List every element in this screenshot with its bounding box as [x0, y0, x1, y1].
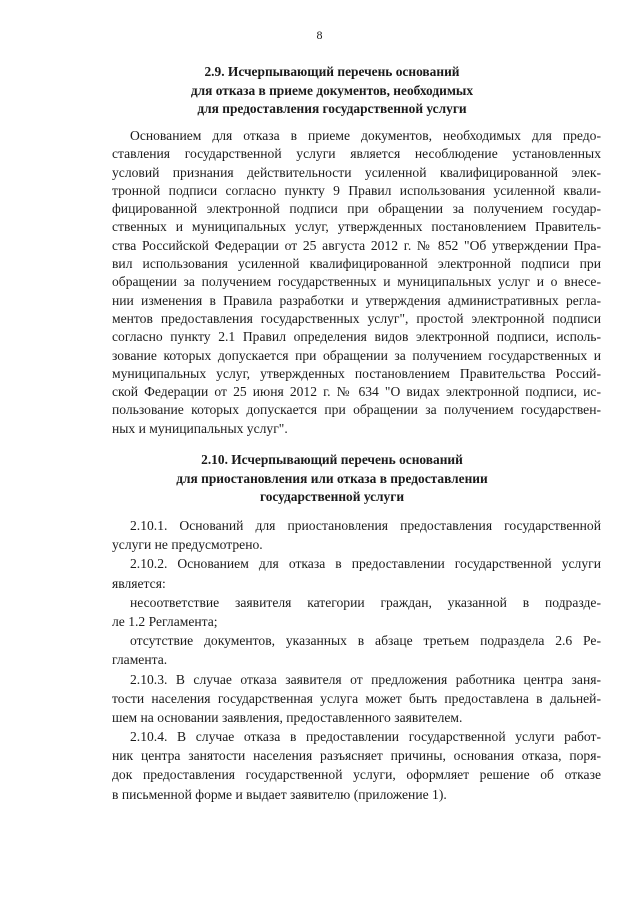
page-number: 8 — [316, 28, 323, 42]
heading-line: 2.9. Исчерпывающий перечень оснований — [204, 64, 460, 79]
paragraph-line: зование которых допускается при обращении за получением государственных и — [112, 347, 601, 363]
paragraph-line: является: — [112, 575, 166, 591]
paragraph-line: тронной подписи согласно пункту 9 Правил использования усиленной квали- — [112, 182, 601, 198]
paragraph-line: обращении за получением государственных и муниципальных услуг и о внесе- — [112, 274, 601, 290]
section-2-9-paragraph — [112, 127, 601, 438]
heading-line: государственной услуги — [259, 489, 405, 504]
heading-line: для приостановления или отказа в предоставлении — [176, 470, 488, 486]
paragraph-line: ник центра занятости населения разъясняет причины, основания отказа, поря- — [112, 748, 601, 764]
section-2-10-heading — [112, 451, 552, 507]
paragraph-line: док предоставления государственной услуги, оформляет решение об отказе — [112, 767, 601, 783]
paragraph-line: ле 1.2 Регламента; — [112, 613, 218, 629]
heading-line: для предоставления государственной услуги — [197, 101, 467, 116]
paragraph-line: 2.10.4. В случае отказа в предоставлении государственной услуги работ- — [130, 729, 601, 745]
paragraph-line: муниципальных услуг, утвержденных постановлением Правительства Россий- — [112, 365, 601, 381]
paragraph-line: услуги не предусмотрено. — [112, 537, 263, 553]
section-2-9-heading — [112, 63, 552, 119]
paragraph-line: пользование которых допускается при обращении за получением государствен- — [112, 402, 601, 418]
paragraph-line: ставления государственной услуги является несоблюдение установленных — [112, 146, 601, 162]
paragraph-line: ской Федерации от 25 июня 2012 г. № 634 "О видах электронной подписи, ис- — [112, 384, 601, 400]
paragraph-line: гламента. — [112, 652, 168, 668]
paragraph-line: согласно пункту 2.1 Правил определения видов электронной подписи, исполь- — [112, 329, 601, 345]
heading-line: для отказа в приеме документов, необходимых — [190, 82, 474, 98]
paragraph-line: тости населения государственная услуга может быть предоставлена в дальней- — [112, 690, 601, 706]
paragraph-line: вил использования усиленной квалифицированной электронной подписи при — [112, 256, 601, 272]
paragraph-line: фицированной электронной подписи при обращении за получением государ- — [112, 201, 601, 217]
paragraph-line: Основанием для отказа в приеме документов, необходимых для предо- — [130, 128, 601, 143]
paragraph-line: 2.10.1. Оснований для приостановления предоставления государственной — [130, 518, 601, 533]
paragraph-line: 2.10.3. В случае отказа заявителя от предложения работника центра заня- — [130, 671, 601, 687]
paragraph-line: нии изменения в Правила разработки и утверждения административных регла- — [112, 292, 601, 308]
section-2-10-paragraphs — [112, 516, 601, 804]
paragraph-line: отсутствие документов, указанных в абзаце третьем подраздела 2.6 Ре- — [130, 633, 601, 649]
paragraph-line: условий признания действительности усиленной квалифицированной элек- — [112, 164, 601, 180]
paragraph-line: ментов предоставления государственных услуг", простой электронной подписи — [112, 310, 601, 326]
heading-line: 2.10. Исчерпывающий перечень оснований — [201, 452, 463, 467]
paragraph-line: ства Российской Федерации от 25 августа 2012 г. № 852 "Об утверждении Пра- — [112, 237, 601, 253]
paragraph-line: ных и муниципальных услуг". — [112, 420, 288, 436]
paragraph-line: шем на основании заявления, предоставленного заявителем. — [112, 709, 463, 725]
paragraph-line: несоответствие заявителя категории граждан, указанной в подразде- — [130, 594, 601, 610]
paragraph-line: 2.10.2. Основанием для отказа в предоставлении государственной услуги — [130, 556, 601, 572]
paragraph-line: ственных и муниципальных услуг, утвержденных постановлением Правитель- — [112, 219, 601, 235]
paragraph-line: в письменной форме и выдает заявителю (приложение 1). — [112, 786, 447, 802]
